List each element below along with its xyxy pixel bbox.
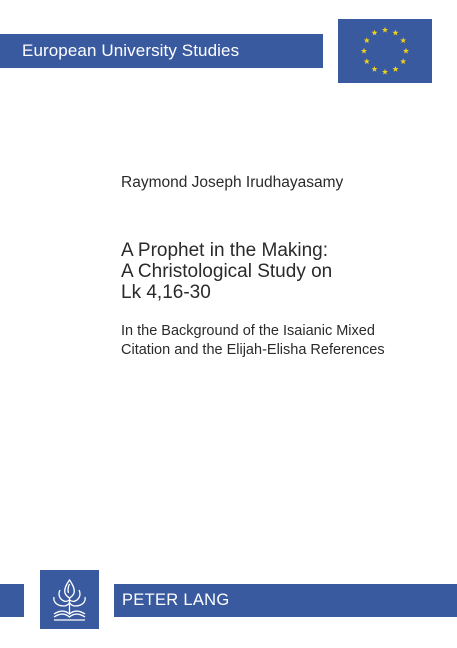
book-title-line-2: A Christological Study on <box>121 261 333 282</box>
eu-flag-icon <box>338 19 432 83</box>
tree-logo-svg <box>40 570 99 629</box>
book-subtitle-line-2: Citation and the Elijah-Elisha References <box>121 342 385 358</box>
eu-star-icon <box>400 58 406 64</box>
eu-stars-circle <box>338 19 432 83</box>
publisher-banner <box>114 584 457 617</box>
author-name: Raymond Joseph Irudhayasamy <box>121 174 344 191</box>
publisher-bar-left-stub <box>0 584 24 617</box>
book-title-line-3: Lk 4,16-30 <box>121 282 211 303</box>
eu-star-icon <box>364 58 370 64</box>
eu-star-icon <box>382 27 388 33</box>
book-subtitle-line-1: In the Background of the Isaianic Mixed <box>121 323 375 339</box>
eu-star-icon <box>364 37 370 43</box>
book-title-line-1: A Prophet in the Making: <box>121 240 329 261</box>
eu-star-icon <box>371 30 377 36</box>
eu-star-icon <box>392 30 398 36</box>
eu-star-icon <box>400 37 406 43</box>
eu-star-icon <box>392 66 398 72</box>
publisher-name: PETER LANG <box>122 591 230 609</box>
book-subtitle <box>121 322 385 360</box>
peter-lang-tree-logo-icon <box>40 570 99 629</box>
series-banner <box>0 34 323 68</box>
series-title: European University Studies <box>22 41 240 60</box>
eu-star-icon <box>403 48 409 54</box>
eu-star-icon <box>382 69 388 75</box>
eu-star-icon <box>361 48 367 54</box>
eu-star-icon <box>371 66 377 72</box>
book-title <box>121 240 332 303</box>
